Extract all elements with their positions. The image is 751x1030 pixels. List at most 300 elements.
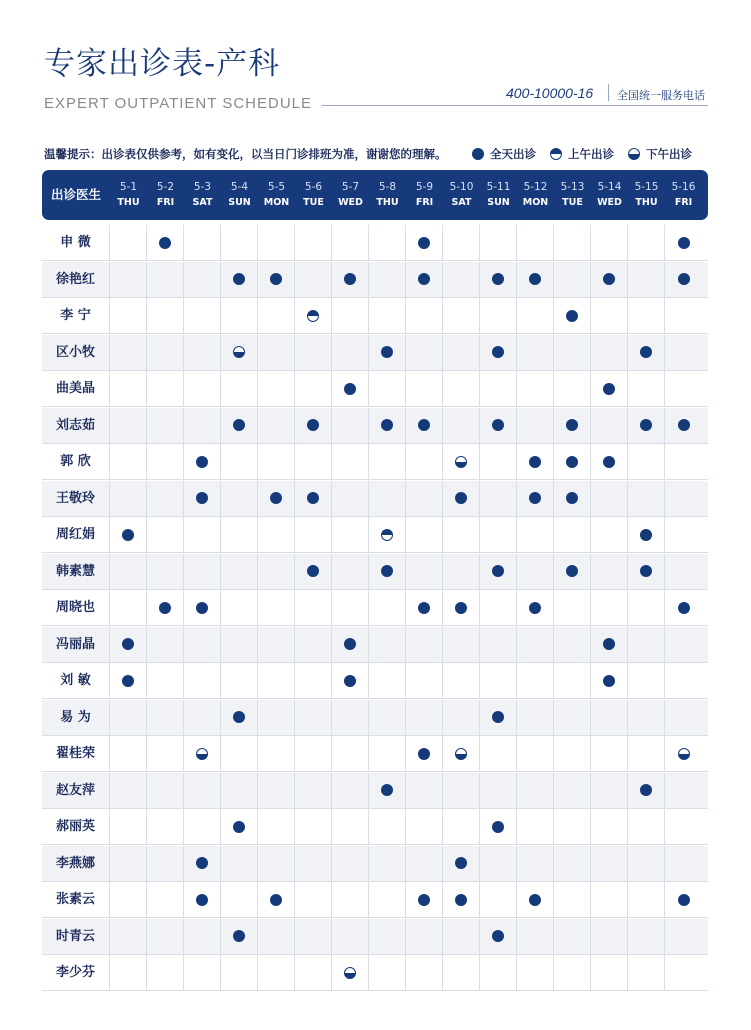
schedule-cell bbox=[184, 809, 221, 844]
schedule-cell bbox=[628, 882, 665, 917]
schedule-cell bbox=[554, 700, 591, 735]
weekday-label: THU bbox=[117, 197, 140, 208]
schedule-cell bbox=[628, 846, 665, 881]
schedule-cell bbox=[665, 663, 702, 698]
doctor-name: 李少芬 bbox=[42, 955, 110, 990]
schedule-cell bbox=[591, 700, 628, 735]
schedule-cell bbox=[443, 773, 480, 808]
schedule-cell bbox=[184, 481, 221, 516]
schedule-cell bbox=[332, 736, 369, 771]
doctor-name: 郝丽英 bbox=[42, 809, 110, 844]
full-day-icon bbox=[159, 237, 171, 249]
schedule-cell bbox=[591, 371, 628, 406]
schedule-cell bbox=[369, 846, 406, 881]
schedule-cell bbox=[258, 371, 295, 406]
schedule-cell bbox=[258, 882, 295, 917]
full-day-icon bbox=[678, 602, 690, 614]
schedule-cell bbox=[110, 554, 147, 589]
schedule-cell bbox=[517, 554, 554, 589]
doctor-name: 张素云 bbox=[42, 882, 110, 917]
schedule-cell bbox=[591, 919, 628, 954]
afternoon-icon bbox=[455, 748, 467, 760]
afternoon-icon bbox=[196, 748, 208, 760]
schedule-cell bbox=[665, 335, 702, 370]
schedule-cell bbox=[147, 882, 184, 917]
schedule-cell bbox=[665, 809, 702, 844]
weekday-label: THU bbox=[376, 197, 399, 208]
schedule-cell bbox=[110, 225, 147, 260]
full-day-icon bbox=[307, 419, 319, 431]
schedule-cell bbox=[443, 882, 480, 917]
schedule-cell bbox=[221, 371, 258, 406]
schedule-cell bbox=[184, 225, 221, 260]
schedule-cell bbox=[665, 408, 702, 443]
schedule-cell bbox=[480, 481, 517, 516]
schedule-cell bbox=[554, 955, 591, 990]
schedule-cell bbox=[517, 298, 554, 333]
weekday-label: SAT bbox=[192, 197, 213, 208]
schedule-cell bbox=[221, 554, 258, 589]
schedule-cell bbox=[332, 627, 369, 662]
schedule-cell bbox=[184, 882, 221, 917]
schedule-cell bbox=[406, 481, 443, 516]
full-day-icon bbox=[159, 602, 171, 614]
schedule-cell bbox=[147, 371, 184, 406]
schedule-cell bbox=[369, 627, 406, 662]
schedule-cell bbox=[554, 298, 591, 333]
schedule-cell bbox=[443, 298, 480, 333]
schedule-cell bbox=[295, 919, 332, 954]
schedule-cell bbox=[332, 335, 369, 370]
schedule-cell bbox=[332, 481, 369, 516]
schedule-cell bbox=[332, 846, 369, 881]
schedule-cell bbox=[295, 882, 332, 917]
schedule-cell bbox=[480, 736, 517, 771]
schedule-cell bbox=[184, 700, 221, 735]
date-label: 5-3 bbox=[193, 181, 212, 193]
schedule-cell bbox=[369, 298, 406, 333]
schedule-cell bbox=[369, 335, 406, 370]
schedule-cell bbox=[665, 700, 702, 735]
schedule-cell bbox=[628, 627, 665, 662]
schedule-cell bbox=[147, 262, 184, 297]
full-day-icon bbox=[492, 821, 504, 833]
doctor-name: 翟桂荣 bbox=[42, 736, 110, 771]
schedule-cell bbox=[554, 809, 591, 844]
date-column-header bbox=[221, 170, 258, 220]
schedule-cell bbox=[221, 517, 258, 552]
full-day-icon bbox=[529, 894, 541, 906]
schedule-cell bbox=[628, 919, 665, 954]
schedule-cell bbox=[147, 700, 184, 735]
schedule-cell bbox=[184, 554, 221, 589]
full-day-icon bbox=[678, 419, 690, 431]
schedule-cell bbox=[258, 773, 295, 808]
schedule-cell bbox=[184, 736, 221, 771]
schedule-cell bbox=[554, 517, 591, 552]
full-day-icon bbox=[418, 748, 430, 760]
schedule-cell bbox=[591, 517, 628, 552]
schedule-cell bbox=[369, 371, 406, 406]
full-day-icon bbox=[455, 602, 467, 614]
schedule-cell bbox=[628, 517, 665, 552]
schedule-cell bbox=[517, 627, 554, 662]
date-label: 5-12 bbox=[523, 181, 548, 193]
full-day-icon bbox=[640, 784, 652, 796]
date-column-header bbox=[591, 170, 628, 220]
full-day-icon bbox=[233, 273, 245, 285]
schedule-cell bbox=[332, 955, 369, 990]
schedule-cell bbox=[628, 444, 665, 479]
schedule-cell bbox=[258, 663, 295, 698]
schedule-cell bbox=[591, 444, 628, 479]
notice-bar bbox=[44, 146, 708, 164]
schedule-cell bbox=[480, 663, 517, 698]
schedule-cell bbox=[147, 298, 184, 333]
full-day-icon bbox=[603, 273, 615, 285]
schedule-cell bbox=[221, 736, 258, 771]
schedule-cell bbox=[332, 517, 369, 552]
schedule-cell bbox=[406, 225, 443, 260]
doctor-name: 时青云 bbox=[42, 919, 110, 954]
schedule-cell bbox=[517, 955, 554, 990]
schedule-cell bbox=[369, 554, 406, 589]
schedule-cell bbox=[110, 627, 147, 662]
date-label: 5-14 bbox=[597, 181, 622, 193]
schedule-cell bbox=[369, 955, 406, 990]
schedule-cell bbox=[369, 262, 406, 297]
schedule-cell bbox=[295, 225, 332, 260]
schedule-cell bbox=[665, 298, 702, 333]
weekday-label: TUE bbox=[562, 197, 583, 208]
full-day-icon bbox=[418, 237, 430, 249]
full-day-icon bbox=[233, 419, 245, 431]
schedule-cell bbox=[258, 517, 295, 552]
table-row bbox=[42, 809, 708, 845]
schedule-cell bbox=[258, 590, 295, 625]
full-day-icon bbox=[492, 273, 504, 285]
doctor-name: 曲美晶 bbox=[42, 371, 110, 406]
schedule-cell bbox=[110, 262, 147, 297]
table-row bbox=[42, 298, 708, 334]
schedule-cell bbox=[517, 846, 554, 881]
schedule-cell bbox=[184, 408, 221, 443]
schedule-cell bbox=[591, 262, 628, 297]
schedule-cell bbox=[554, 773, 591, 808]
schedule-cell bbox=[332, 590, 369, 625]
schedule-cell bbox=[258, 262, 295, 297]
full-day-icon bbox=[566, 310, 578, 322]
schedule-cell bbox=[443, 481, 480, 516]
schedule-cell bbox=[517, 773, 554, 808]
table-row bbox=[42, 919, 708, 955]
schedule-cell bbox=[517, 225, 554, 260]
schedule-cell bbox=[406, 809, 443, 844]
schedule-cell bbox=[221, 663, 258, 698]
table-row bbox=[42, 736, 708, 772]
schedule-cell bbox=[221, 481, 258, 516]
schedule-cell bbox=[591, 846, 628, 881]
schedule-cell bbox=[480, 371, 517, 406]
schedule-cell bbox=[258, 919, 295, 954]
weekday-label: SAT bbox=[451, 197, 472, 208]
weekday-label: SUN bbox=[228, 197, 251, 208]
full-day-icon bbox=[455, 894, 467, 906]
schedule-cell bbox=[332, 408, 369, 443]
schedule-cell bbox=[517, 335, 554, 370]
schedule-cell bbox=[406, 335, 443, 370]
schedule-cell bbox=[258, 335, 295, 370]
schedule-cell bbox=[110, 408, 147, 443]
full-day-icon bbox=[472, 148, 484, 160]
schedule-cell bbox=[184, 663, 221, 698]
schedule-cell bbox=[628, 225, 665, 260]
phone-separator bbox=[608, 84, 609, 101]
doctor-name: 周晓也 bbox=[42, 590, 110, 625]
schedule-cell bbox=[221, 444, 258, 479]
schedule-cell bbox=[665, 554, 702, 589]
header-rule bbox=[322, 105, 708, 106]
full-day-icon bbox=[455, 492, 467, 504]
weekday-label: FRI bbox=[156, 197, 175, 208]
full-day-icon bbox=[566, 456, 578, 468]
table-row bbox=[42, 590, 708, 626]
schedule-cell bbox=[665, 882, 702, 917]
date-label: 5-7 bbox=[341, 181, 360, 193]
schedule-cell bbox=[332, 882, 369, 917]
schedule-cell bbox=[258, 444, 295, 479]
full-day-icon bbox=[640, 419, 652, 431]
schedule-cell bbox=[221, 298, 258, 333]
date-column-header bbox=[295, 170, 332, 220]
schedule-cell bbox=[628, 554, 665, 589]
schedule-cell bbox=[221, 262, 258, 297]
schedule-cell bbox=[258, 481, 295, 516]
schedule-cell bbox=[295, 809, 332, 844]
weekday-label: MON bbox=[263, 197, 290, 208]
schedule-cell bbox=[406, 262, 443, 297]
schedule-cell bbox=[295, 262, 332, 297]
schedule-cell bbox=[295, 371, 332, 406]
schedule-cell bbox=[406, 444, 443, 479]
schedule-cell bbox=[443, 663, 480, 698]
schedule-cell bbox=[147, 809, 184, 844]
afternoon-icon bbox=[344, 967, 356, 979]
full-day-icon bbox=[233, 930, 245, 942]
schedule-cell bbox=[517, 700, 554, 735]
schedule-cell bbox=[628, 298, 665, 333]
schedule-cell bbox=[443, 955, 480, 990]
schedule-cell bbox=[147, 919, 184, 954]
full-day-icon bbox=[307, 565, 319, 577]
date-column-header bbox=[258, 170, 295, 220]
schedule-cell bbox=[406, 846, 443, 881]
schedule-cell bbox=[332, 554, 369, 589]
full-day-icon bbox=[418, 273, 430, 285]
morning-icon bbox=[381, 529, 393, 541]
schedule-cell bbox=[665, 590, 702, 625]
schedule-cell bbox=[221, 590, 258, 625]
date-label: 5-9 bbox=[415, 181, 434, 193]
full-day-icon bbox=[196, 456, 208, 468]
table-row bbox=[42, 408, 708, 444]
doctor-column-header: 出诊医生 bbox=[50, 187, 101, 202]
date-label: 5-5 bbox=[267, 181, 286, 193]
schedule-cell bbox=[517, 444, 554, 479]
schedule-cell bbox=[628, 481, 665, 516]
schedule-cell bbox=[665, 627, 702, 662]
full-day-icon bbox=[307, 492, 319, 504]
schedule-cell bbox=[295, 590, 332, 625]
notice-text: 温馨提示：出诊表仅供参考，如有变化，以当日门诊排班为准，谢谢您的理解。 bbox=[44, 147, 447, 161]
schedule-cell bbox=[554, 335, 591, 370]
schedule-cell bbox=[332, 444, 369, 479]
full-day-icon bbox=[344, 675, 356, 687]
legend-morning bbox=[550, 146, 614, 162]
schedule-header bbox=[42, 170, 708, 220]
schedule-cell bbox=[443, 444, 480, 479]
full-day-icon bbox=[678, 237, 690, 249]
schedule-cell bbox=[628, 335, 665, 370]
weekday-label: SUN bbox=[487, 197, 510, 208]
schedule-cell bbox=[443, 700, 480, 735]
schedule-cell bbox=[591, 809, 628, 844]
schedule-cell bbox=[554, 225, 591, 260]
legend-morning-label: 上午出诊 bbox=[568, 147, 614, 161]
schedule-cell bbox=[369, 408, 406, 443]
weekday-label: MON bbox=[522, 197, 549, 208]
schedule-cell bbox=[517, 919, 554, 954]
schedule-cell bbox=[258, 809, 295, 844]
schedule-cell bbox=[184, 773, 221, 808]
schedule-cell bbox=[406, 919, 443, 954]
schedule-cell bbox=[480, 444, 517, 479]
schedule-cell bbox=[184, 627, 221, 662]
doctor-name: 赵友萍 bbox=[42, 773, 110, 808]
schedule-cell bbox=[406, 517, 443, 552]
schedule-cell bbox=[665, 444, 702, 479]
schedule-cell bbox=[443, 809, 480, 844]
table-row bbox=[42, 955, 708, 991]
schedule-cell bbox=[332, 225, 369, 260]
schedule-cell bbox=[221, 919, 258, 954]
schedule-cell bbox=[406, 554, 443, 589]
schedule-cell bbox=[665, 919, 702, 954]
schedule-cell bbox=[480, 846, 517, 881]
schedule-cell bbox=[480, 335, 517, 370]
full-day-icon bbox=[640, 565, 652, 577]
schedule-cell bbox=[591, 408, 628, 443]
weekday-label: THU bbox=[635, 197, 658, 208]
schedule-cell bbox=[332, 371, 369, 406]
legend-afternoon bbox=[628, 146, 692, 162]
schedule-cell bbox=[591, 736, 628, 771]
date-label: 5-6 bbox=[304, 181, 323, 193]
doctor-name: 易 为 bbox=[42, 700, 110, 735]
schedule-cell bbox=[147, 554, 184, 589]
weekday-label: TUE bbox=[303, 197, 324, 208]
schedule-cell bbox=[591, 773, 628, 808]
schedule-cell bbox=[258, 736, 295, 771]
schedule-cell bbox=[258, 225, 295, 260]
doctor-name: 李燕娜 bbox=[42, 846, 110, 881]
schedule-cell bbox=[406, 736, 443, 771]
full-day-icon bbox=[418, 894, 430, 906]
schedule-cell bbox=[147, 444, 184, 479]
schedule-cell bbox=[147, 225, 184, 260]
schedule-cell bbox=[147, 773, 184, 808]
weekday-label: WED bbox=[597, 197, 622, 208]
table-row bbox=[42, 882, 708, 918]
schedule-cell bbox=[628, 262, 665, 297]
schedule-cell bbox=[554, 882, 591, 917]
schedule-cell bbox=[221, 335, 258, 370]
schedule-cell bbox=[480, 809, 517, 844]
legend-full-label: 全天出诊 bbox=[490, 147, 536, 161]
schedule-cell bbox=[665, 225, 702, 260]
table-row bbox=[42, 773, 708, 809]
afternoon-icon bbox=[678, 748, 690, 760]
table-row bbox=[42, 627, 708, 663]
full-day-icon bbox=[381, 419, 393, 431]
schedule-cell bbox=[443, 919, 480, 954]
schedule-cell bbox=[147, 590, 184, 625]
full-day-icon bbox=[196, 602, 208, 614]
date-label: 5-10 bbox=[449, 181, 474, 193]
schedule-cell bbox=[517, 517, 554, 552]
schedule-cell bbox=[110, 700, 147, 735]
full-day-icon bbox=[492, 565, 504, 577]
schedule-cell bbox=[665, 846, 702, 881]
schedule-cell bbox=[517, 371, 554, 406]
schedule-cell bbox=[110, 371, 147, 406]
schedule-cell bbox=[110, 444, 147, 479]
schedule-cell bbox=[517, 262, 554, 297]
schedule-cell bbox=[517, 882, 554, 917]
date-column-header bbox=[369, 170, 406, 220]
date-label: 5-11 bbox=[486, 181, 511, 193]
schedule-cell bbox=[221, 955, 258, 990]
doctor-name: 韩素慧 bbox=[42, 554, 110, 589]
schedule-cell bbox=[147, 517, 184, 552]
table-row bbox=[42, 262, 708, 298]
table-row bbox=[42, 663, 708, 699]
schedule-cell bbox=[184, 371, 221, 406]
full-day-icon bbox=[381, 784, 393, 796]
schedule-cell bbox=[443, 225, 480, 260]
full-day-icon bbox=[122, 529, 134, 541]
schedule-cell bbox=[443, 590, 480, 625]
schedule-cell bbox=[184, 262, 221, 297]
schedule-cell bbox=[221, 809, 258, 844]
schedule-cell bbox=[665, 262, 702, 297]
schedule-cell bbox=[517, 736, 554, 771]
doctor-name: 郭 欣 bbox=[42, 444, 110, 479]
page-subtitle: EXPERT OUTPATIENT SCHEDULE bbox=[44, 95, 312, 112]
schedule-cell bbox=[332, 262, 369, 297]
schedule-cell bbox=[554, 554, 591, 589]
service-phone: 400-10000-16 bbox=[506, 85, 594, 101]
schedule-cell bbox=[332, 919, 369, 954]
full-day-icon bbox=[233, 711, 245, 723]
schedule-cell bbox=[332, 809, 369, 844]
schedule-cell bbox=[369, 225, 406, 260]
schedule-cell bbox=[332, 700, 369, 735]
schedule-cell bbox=[443, 408, 480, 443]
schedule-cell bbox=[184, 846, 221, 881]
full-day-icon bbox=[455, 857, 467, 869]
schedule-cell bbox=[295, 481, 332, 516]
